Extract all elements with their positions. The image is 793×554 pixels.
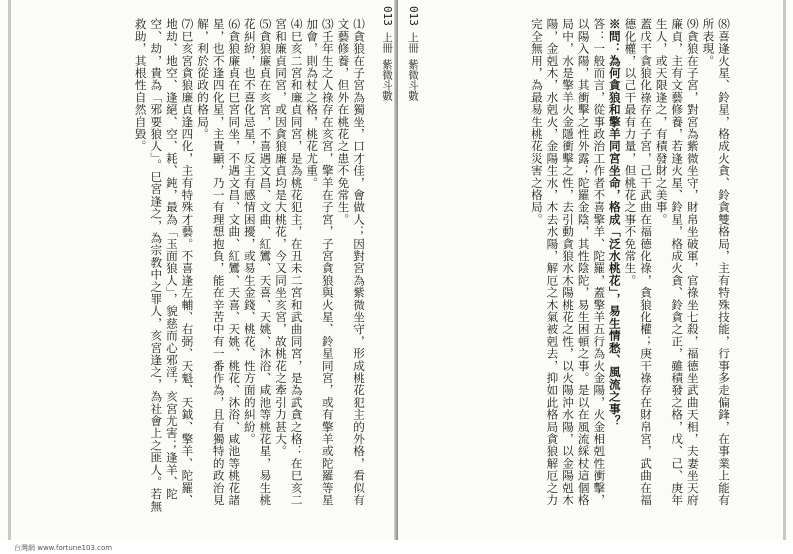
scan-footer (0, 541, 793, 554)
left-running-head (380, 6, 394, 406)
paragraph: ⑻喜逢火星、鈴星，格成火貪、鈴貪雙格局，主有特殊技能，行事多走偏鋒，在事業上能有所表現。 (701, 18, 731, 506)
right-page-edge (783, 0, 786, 540)
right-page-number: 013 (407, 6, 420, 26)
paragraph: ⑶壬年生之人祿存在亥宮，擎羊在子宮，子宮貪狼與火星、鈴星同宮，或有擎羊或陀羅等星加會，則為杖之格，桃花尤重。 (305, 18, 335, 506)
answer-paragraph: 答：一般而言，從事政治工作者不喜擎羊、陀羅，蓋擎羊五行為火金陽，火金相剋性衝擊，以陽入陽，其衝擊之性外露；陀羅金陰，其性陰陀，易生困頓之事。是以在風流綵杖這個格局中，水是擎羊火金隱衝擊之性，去引動貪狼水木陽桃花之性，以火陽沖水陽，以金陽剋木陽，金剋木，水剋火，金陽生水，木去水陽，解厄之木氣被剋去，抑如此格局貪狼解厄之力完全無用，為最易生桃花災害之格局。 (529, 18, 607, 506)
question-paragraph: ※問：為何貪狼和擎羊同宮坐命，格成「泛水桃花」，易生情愁、風流之事？ (607, 18, 622, 427)
right-running-head (406, 6, 420, 406)
right-book-title: 紫微斗數 (407, 58, 419, 101)
left-page-edge (8, 0, 11, 540)
left-volume-label: 上冊 (381, 31, 393, 53)
right-volume-label: 上冊 (407, 31, 419, 53)
left-text-columns (66, 18, 366, 518)
paragraph: ⑺巳亥宮貪狼廉貞逢四化，主有特殊才藝。不喜逢左輔、右弼、天魁、天鉞、擎羊、陀羅、地劫、地空、逢絕、空、耗、鈍，最為「玉面狼人」，貌慈而心邪淫，亥宮尤害；逢羊、陀空、劫，貴為「邪要狼人」。巳宮逢之，為宗教中之罪人，亥宮逢之，為社會上之匪人。若無救助，其根性自然自毀。 (133, 18, 195, 513)
paragraph: ⑼貪狼在子宮，對宮為紫微坐守，財帛坐破軍，官祿坐七殺，福德坐武曲天相，夫妻坐天府廉貞，主有文藝修養，若逢火星、鈴星，格成火貪、鈴貪之正，雖積發之格，戊、己、庚年生人，或天限逢之，有積發財之美事。 (654, 18, 700, 506)
paragraph: ⑹貪狼廉貞在巳宮同坐，不遇文昌、文曲、紅鸞、天喜、天姚、桃花、沐浴、咸池等桃花諸星，也不逢四化星，主貴顯，乃一有理想抱負，能在辛苦中有一番作為，且有獨特的政治見解，利於從政的格局。 (196, 18, 242, 506)
paragraph: ⑸貪狼廉貞在亥宮，不喜遇文昌、文曲、紅鸞、天喜、天姚、沐浴、咸池等桃花星，易生桃花糾紛，也不喜化忌星，反主有感情困擾，或易生金錢、桃花、性方面的糾紛。 (242, 18, 273, 506)
left-page (10, 0, 398, 540)
paragraph: ⑴貪狼在子宮為獨坐，口才佳，會做人；因對宮為紫微坐守，形成桃花犯主的外格，看似有文藝修養，但外在桃花之患不免常生。 (336, 18, 366, 506)
right-page (398, 0, 783, 540)
paragraph: 蓋戊干貪狼化祿存在子宮，己干武曲在福德化祿，貪狼化權；庚干祿存在財帛宮，武曲在福德化權，以己干最有力量，但桃花之事不免常生。 (623, 18, 654, 506)
footer-credit: 台灣網 www.fortune103.com (14, 544, 113, 552)
paragraph: ⑷巳亥二宮和廉貞同宮，是為桃花犯主，在丑未二宮和武曲同宮，是為武貪之格：在巳亥二宮和廉貞同宮，或因貪狼廉貞均是大桃花，今又同坐亥宮，故桃花之牽引力甚大。 (274, 18, 304, 506)
left-book-title: 紫微斗數 (381, 58, 393, 101)
left-page-number: 013 (381, 6, 394, 26)
right-text-columns (459, 18, 731, 518)
